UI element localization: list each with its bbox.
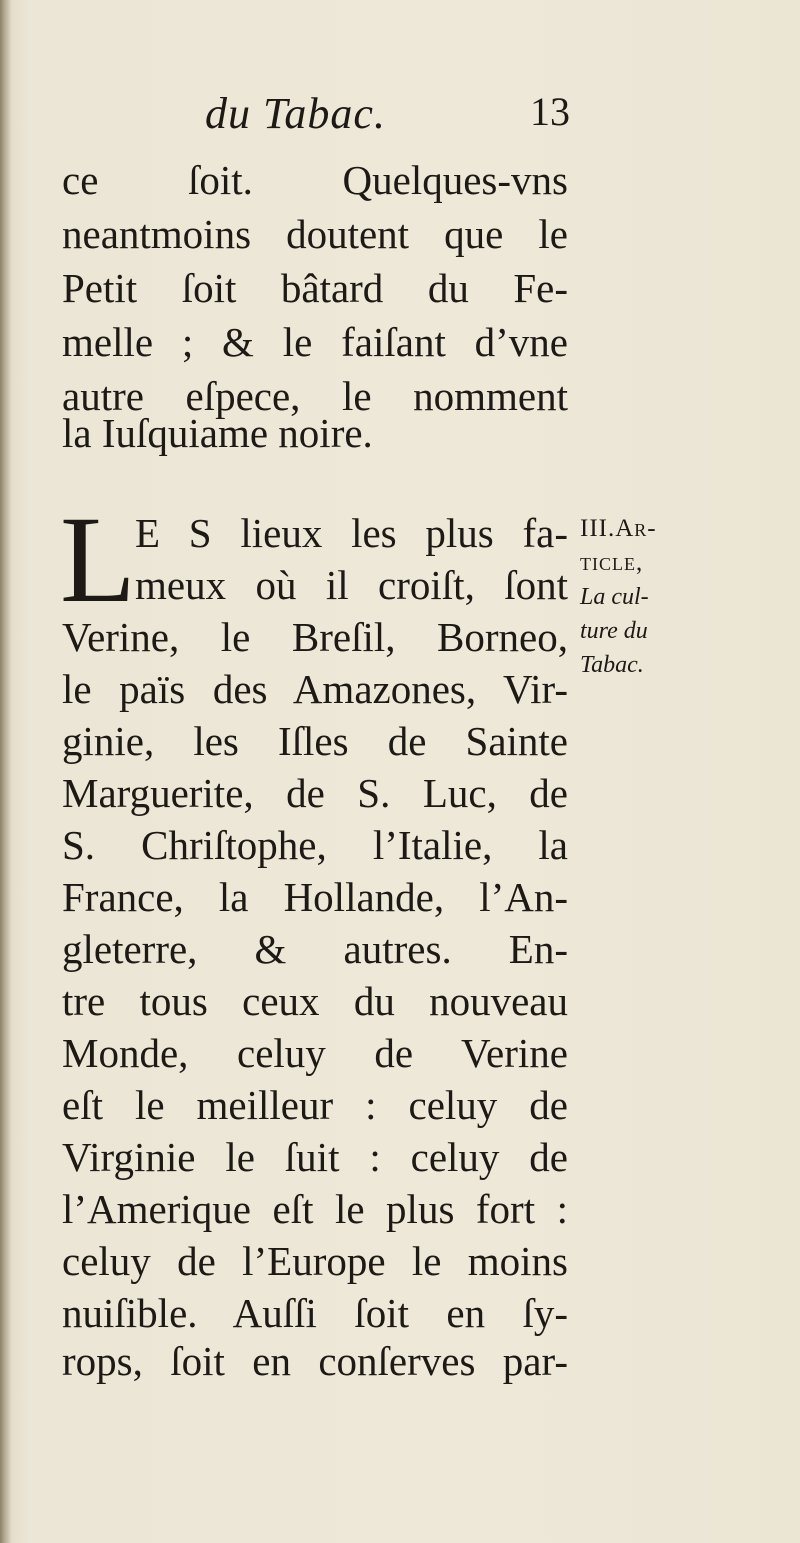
- text-line: l’Amerique eſt le plus fort :: [62, 1186, 568, 1232]
- note-line: La cul-: [580, 584, 649, 610]
- text-line: melle ; & le faiſant d’vne: [62, 319, 568, 365]
- drop-cap: L: [60, 491, 136, 628]
- running-title: du Tabac.: [205, 89, 386, 138]
- text-line: le païs des Amazones, Vir-: [62, 666, 568, 712]
- text-line: autre eſpece, le nomment: [62, 373, 568, 419]
- text-line: ce ſoit. Quelques-vns: [62, 157, 568, 203]
- text-line: S. Chriſtophe, l’Italie, la: [62, 822, 568, 868]
- text-line: meux où il croiſt, ſont: [135, 562, 568, 608]
- text-line: rops, ſoit en conſerves par-: [62, 1338, 568, 1384]
- text-line: gleterre, & autres. En-: [62, 926, 568, 972]
- text-line: ginie, les Iſles de Sainte: [62, 718, 568, 764]
- text-line: tre tous ceux du nouveau: [62, 978, 568, 1024]
- note-line: Tabac.: [580, 652, 644, 678]
- text-line: Virginie le ſuit : celuy de: [62, 1134, 568, 1180]
- text-line: nuiſible. Auſſi ſoit en ſy-: [62, 1290, 568, 1336]
- text-line: la Iuſquiame noire.: [62, 410, 373, 456]
- text-line: Monde, celuy de Verine: [62, 1030, 568, 1076]
- text-line: Marguerite, de S. Luc, de: [62, 770, 568, 816]
- note-line: ture du: [580, 618, 648, 644]
- page-header: [205, 88, 570, 138]
- text-line: E S lieux les plus fa-: [135, 510, 568, 556]
- text-line: France, la Hollande, l’An-: [62, 874, 568, 920]
- note-line: III.Ar-: [580, 515, 657, 542]
- marginal-note: [580, 512, 710, 682]
- text-line: Petit ſoit bâtard du Fe-: [62, 265, 568, 311]
- text-line: Verine, le Breſil, Borneo,: [62, 614, 568, 660]
- note-line: ticle,: [580, 549, 644, 576]
- page-number: 13: [530, 89, 570, 134]
- text-line: neantmoins doutent que le: [62, 211, 568, 257]
- binding-gutter: [0, 0, 12, 1543]
- text-line: celuy de l’Europe le moins: [62, 1238, 568, 1284]
- text-line: eſt le meilleur : celuy de: [62, 1082, 568, 1128]
